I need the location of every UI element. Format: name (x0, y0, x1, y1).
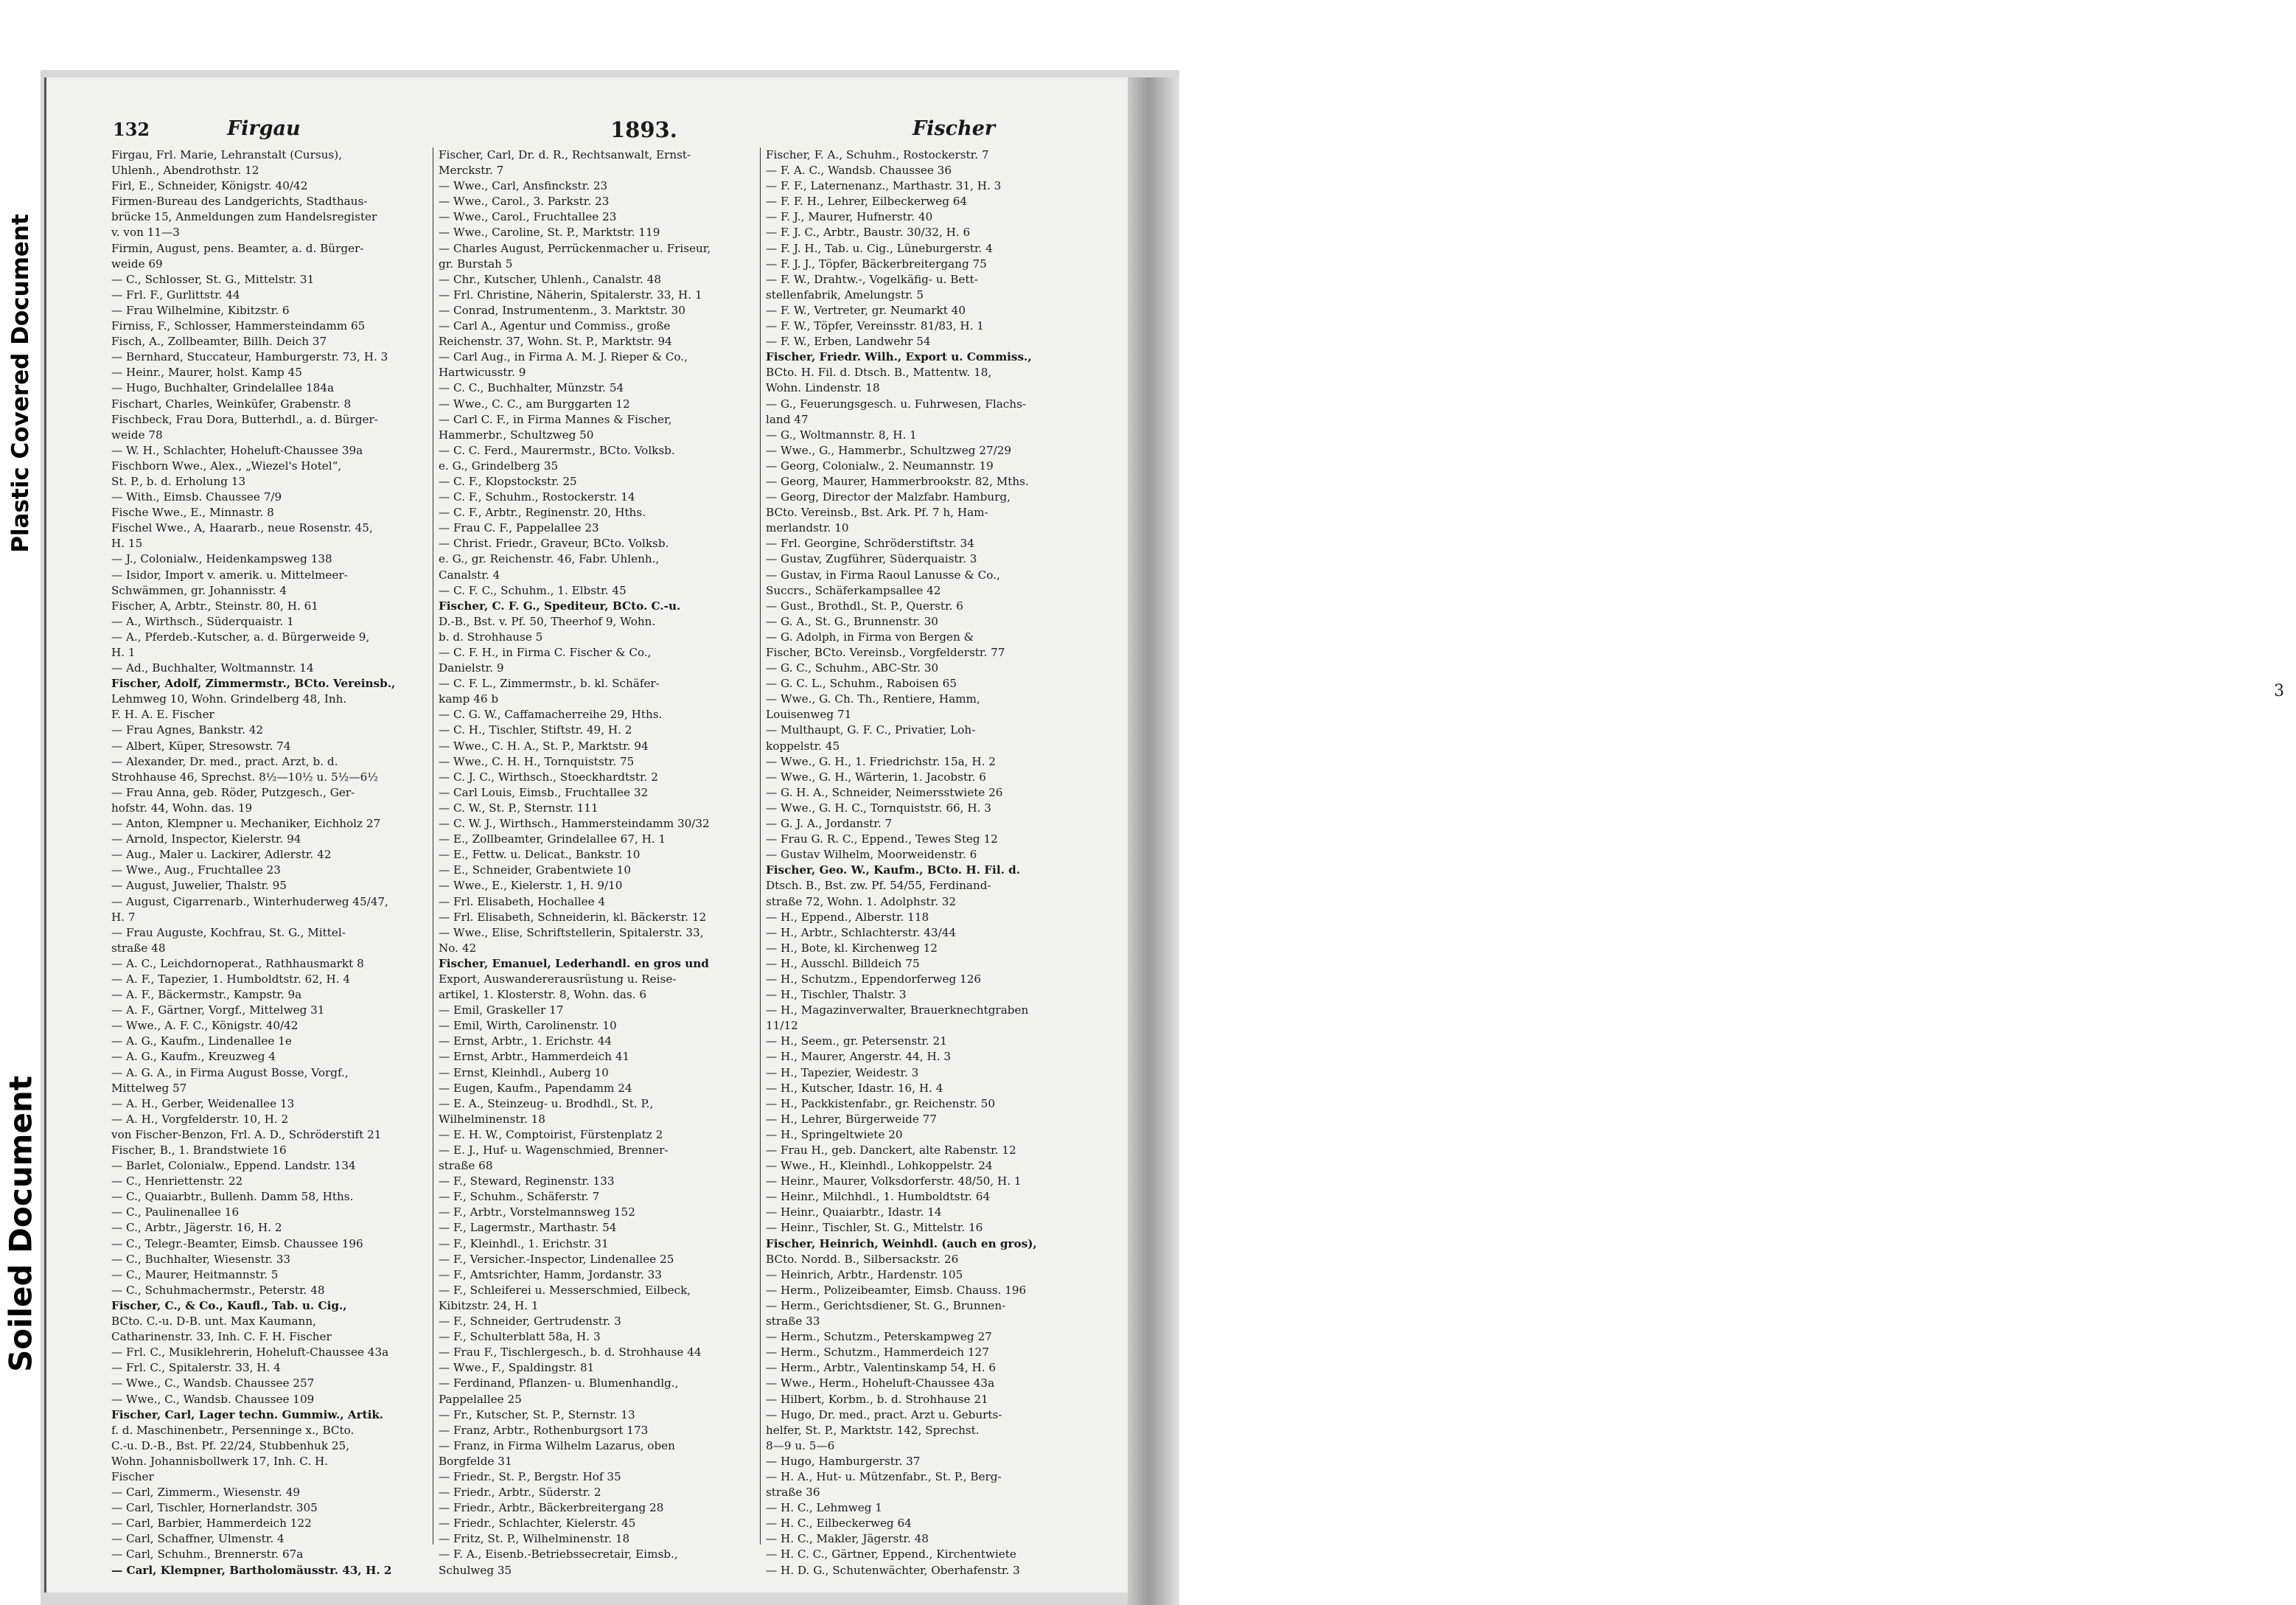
directory-entry: — Alexander, Dr. med., pract. Arzt, b. d. (111, 754, 338, 768)
directory-entry: — Herm., Polizeibeamter, Eimsb. Chauss. 196 (766, 1283, 1027, 1297)
directory-entry: — Fr., Kutscher, St. P., Sternstr. 13 (439, 1407, 635, 1421)
directory-entry: — F. W., Vertreter, gr. Neumarkt 40 (766, 303, 966, 317)
directory-entry: Dtsch. B., Bst. zw. Pf. 54/55, Ferdinand- (766, 879, 991, 893)
directory-entry: — Frl. Georgine, Schröderstiftstr. 34 (766, 537, 974, 551)
directory-entry: — G., Feuerungsgesch. u. Fuhrwesen, Flachs- (766, 397, 1027, 411)
directory-entry: — Heinr., Tischler, St. G., Mittelstr. 16 (766, 1221, 983, 1235)
directory-entry: e. G., gr. Reichenstr. 46, Fabr. Uhlenh., (439, 552, 660, 566)
directory-entry: Pappelallee 25 (439, 1392, 522, 1406)
directory-entry: — C. H., Tischler, Stiftstr. 49, H. 2 (439, 723, 632, 737)
directory-entry: D.-B., Bst. v. Pf. 50, Theerhof 9, Wohn. (439, 614, 656, 628)
directory-entry: No. 42 (439, 941, 477, 955)
directory-entry: Fisch, A., Zollbeamter, Billh. Deich 37 (111, 335, 327, 349)
directory-entry: Kibitzstr. 24, H. 1 (439, 1298, 539, 1312)
directory-entry: — H., Tischler, Thalstr. 3 (766, 988, 907, 1002)
page-header (113, 114, 1071, 144)
directory-entry: — Wwe., C., Wandsb. Chaussee 109 (111, 1392, 315, 1406)
directory-entry: Fischer, Carl, Dr. d. R., Rechtsanwalt, Ernst- (439, 148, 691, 161)
directory-entry: Fischer, Geo. W., Kaufm., BCto. H. Fil. d. (766, 863, 1021, 877)
directory-entry: — F. F., Laternenanz., Marthastr. 31, H. 3 (766, 179, 1002, 193)
directory-entry: — F., Kleinhdl., 1. Erichstr. 31 (439, 1236, 609, 1250)
directory-entry: — C. F. C., Schuhm., 1. Elbstr. 45 (439, 583, 627, 597)
directory-entry: Reichenstr. 37, Wohn. St. P., Marktstr. 94 (439, 335, 672, 349)
directory-entry: — C. F., Klopstockstr. 25 (439, 474, 577, 488)
directory-entry: Catharinenstr. 33, Inh. C. F. H. Fischer (111, 1330, 332, 1344)
directory-entry: — Carl Louis, Eimsb., Fruchtallee 32 (439, 785, 649, 799)
directory-entry: — With., Eimsb. Chaussee 7/9 (111, 490, 282, 504)
directory-entry: — Frau H., geb. Danckert, alte Rabenstr. 12 (766, 1143, 1016, 1157)
directory-entry: — C. C. Ferd., Maurermstr., BCto. Volksb. (439, 443, 675, 457)
directory-entry: e. G., Grindelberg 35 (439, 459, 559, 473)
directory-entry: — C. J. C., Wirthsch., Stoeckhardtstr. 2 (439, 770, 658, 784)
directory-entry: — E., Zollbeamter, Grindelallee 67, H. 1 (439, 832, 666, 846)
directory-entry: Wilhelminenstr. 18 (439, 1112, 545, 1126)
directory-entry: — Frau G. R. C., Eppend., Tewes Steg 12 (766, 832, 998, 846)
directory-entry: — Gustav, Zugführer, Süderquaistr. 3 (766, 552, 977, 566)
directory-entry: — Heinr., Quaiarbtr., Idastr. 14 (766, 1205, 942, 1219)
directory-entry: — Hilbert, Korbm., b. d. Strohhause 21 (766, 1392, 988, 1406)
directory-entry: straße 36 (766, 1486, 820, 1500)
directory-entry: 8—9 u. 5—6 (766, 1438, 835, 1452)
plastic-covered-text: Plastic Covered Document (7, 214, 34, 553)
directory-entry: Fischer, Carl, Lager techn. Gummiw., Artik. (111, 1407, 384, 1421)
directory-entry: — C., Henriettenstr. 22 (111, 1174, 243, 1188)
directory-entry: — C., Buchhalter, Wiesenstr. 33 (111, 1252, 291, 1266)
directory-entry: brücke 15, Anmeldungen zum Handelsregister (111, 210, 377, 224)
directory-entry: — Franz, in Firma Wilhelm Lazarus, oben (439, 1438, 675, 1452)
directory-entry: — H. C., Lehmweg 1 (766, 1501, 882, 1515)
directory-entry: — Georg, Director der Malzfabr. Hamburg, (766, 490, 1011, 504)
directory-entry: — F., Versicher.-Inspector, Lindenallee 25 (439, 1252, 674, 1266)
directory-entry: — J., Colonialw., Heidenkampsweg 138 (111, 552, 332, 566)
directory-entry: b. d. Strohhause 5 (439, 630, 543, 644)
directory-entry: — F., Schleiferei u. Messerschmied, Eilbeck, (439, 1283, 691, 1297)
directory-entry: — G. J. A., Jordanstr. 7 (766, 817, 893, 831)
directory-entry: — H., Bote, kl. Kirchenweg 12 (766, 941, 938, 955)
directory-entry: — F. W., Töpfer, Vereinsstr. 81/83, H. 1 (766, 319, 984, 333)
directory-entry: Canalstr. 4 (439, 568, 500, 582)
directory-entry: Firl, E., Schneider, Königstr. 40/42 (111, 179, 308, 193)
directory-entry: — A., Pferdeb.-Kutscher, a. d. Bürgerweide 9, (111, 630, 370, 644)
directory-entry: Fischer, Friedr. Wilh., Export u. Commiss., (766, 350, 1032, 364)
directory-entry: — Gustav Wilhelm, Moorweidenstr. 6 (766, 848, 977, 862)
directory-entry: — G. C., Schuhm., ABC-Str. 30 (766, 661, 939, 675)
directory-entry: weide 69 (111, 257, 163, 271)
directory-entry: — H., Maurer, Angerstr. 44, H. 3 (766, 1050, 952, 1064)
directory-entry: — H. C. C., Gärtner, Eppend., Kirchentwiete (766, 1547, 1016, 1562)
directory-entry: — A. H., Gerber, Weidenallee 13 (111, 1096, 295, 1110)
directory-entry: Firmen-Bureau des Landgerichts, Stadthaus- (111, 195, 368, 209)
directory-entry: — Wwe., G. H., Wärterin, 1. Jacobstr. 6 (766, 770, 986, 784)
directory-entry: — Isidor, Import v. amerik. u. Mittelmeer- (111, 568, 348, 582)
directory-entry: Borgfelde 31 (439, 1454, 512, 1468)
directory-entry: — C. F., Arbtr., Reginenstr. 20, Hths. (439, 506, 646, 520)
page-number: 132 (113, 119, 150, 140)
directory-entry: BCto. C.-u. D-B. unt. Max Kaumann, (111, 1315, 316, 1329)
directory-entry: — Hugo, Hamburgerstr. 37 (766, 1454, 921, 1468)
directory-entry: — A. H., Vorgfelderstr. 10, H. 2 (111, 1112, 289, 1126)
directory-entry: — Wwe., A. F. C., Königstr. 40/42 (111, 1019, 299, 1033)
directory-entry: — Christ. Friedr., Graveur, BCto. Volksb. (439, 537, 669, 551)
directory-entry: — H., Arbtr., Schlachterstr. 43/44 (766, 925, 957, 939)
directory-entry: helfer, St. P., Marktstr. 142, Sprechst. (766, 1423, 980, 1437)
directory-entry: Firgau, Frl. Marie, Lehranstalt (Cursus), (111, 148, 342, 161)
directory-entry: — C., Telegr.-Beamter, Eimsb. Chaussee 196 (111, 1236, 363, 1250)
directory-entry: — Hugo, Buchhalter, Grindelallee 184a (111, 381, 335, 395)
directory-entry: — Frl. C., Spitalerstr. 33, H. 4 (111, 1361, 281, 1375)
directory-entry: — C., Arbtr., Jägerstr. 16, H. 2 (111, 1221, 282, 1235)
directory-entry: — Wwe., C. C., am Burggarten 12 (439, 397, 630, 411)
directory-entry: hofstr. 44, Wohn. das. 19 (111, 801, 253, 815)
directory-entry: H. 15 (111, 537, 143, 551)
directory-entry: Wohn. Lindenstr. 18 (766, 381, 880, 395)
directory-entry: — Conrad, Instrumentenm., 3. Marktstr. 30 (439, 303, 685, 317)
directory-entry: Mittelweg 57 (111, 1081, 187, 1095)
directory-entry: Fischer, C. F. G., Spediteur, BCto. C.-u. (439, 599, 681, 613)
directory-entry: — Ernst, Kleinhdl., Auberg 10 (439, 1065, 609, 1079)
directory-entry: — Arnold, Inspector, Kielerstr. 94 (111, 832, 301, 846)
directory-column-1 (111, 147, 428, 1578)
soiled-document-label (0, 1003, 41, 1445)
directory-entry: — Frl. Christine, Näherin, Spitalerstr. 33, H. 1 (439, 288, 702, 302)
directory-entry: Fischer, C., & Co., Kaufl., Tab. u. Cig., (111, 1298, 347, 1312)
running-head-right: Fischer (913, 117, 996, 140)
directory-entry: Hartwicusstr. 9 (439, 366, 526, 380)
directory-entry: — Multhaupt, G. F. C., Privatier, Loh- (766, 723, 976, 737)
directory-entry: artikel, 1. Klosterstr. 8, Wohn. das. 6 (439, 988, 647, 1002)
directory-entry: — E. J., Huf- u. Wagenschmied, Brenner- (439, 1143, 669, 1157)
directory-entry: Fischer (111, 1469, 154, 1483)
directory-entry: — Frl. F., Gurlittstr. 44 (111, 288, 240, 302)
directory-entry: — Charles August, Perrückenmacher u. Friseur, (439, 241, 711, 255)
directory-entry: — Ad., Buchhalter, Woltmannstr. 14 (111, 661, 314, 675)
directory-entry: — Wwe., Elise, Schriftstellerin, Spitalerstr. 33, (439, 925, 704, 939)
directory-entry: — Ernst, Arbtr., 1. Erichstr. 44 (439, 1034, 613, 1048)
directory-entry: — Emil, Graskeller 17 (439, 1003, 564, 1017)
directory-entry: BCto. H. Fil. d. Dtsch. B., Mattentw. 18, (766, 366, 992, 380)
directory-entry: — F., Steward, Reginenstr. 133 (439, 1174, 615, 1188)
directory-entry: — C. F. H., in Firma C. Fischer & Co., (439, 646, 652, 659)
directory-entry: Fische Wwe., E., Minnastr. 8 (111, 506, 274, 520)
directory-entry: — H., Packkistenfabr., gr. Reichenstr. 50 (766, 1096, 996, 1110)
directory-entry: — Friedr., Arbtr., Süderstr. 2 (439, 1486, 601, 1500)
directory-entry: Fischer, Emanuel, Lederhandl. en gros und (439, 956, 709, 970)
directory-entry: — Hugo, Dr. med., pract. Arzt u. Geburts- (766, 1407, 1002, 1421)
directory-entry: — Bernhard, Stuccateur, Hamburgerstr. 73, H. 3 (111, 350, 388, 364)
directory-entry: — Herm., Gerichtsdiener, St. G., Brunnen- (766, 1298, 1006, 1312)
directory-entry: — F. F. H., Lehrer, Eilbeckerweg 64 (766, 195, 968, 209)
directory-entry: — Frau Agnes, Bankstr. 42 (111, 723, 264, 737)
directory-entry: — E., Schneider, Grabentwiete 10 (439, 863, 631, 877)
directory-entry: — H. D. G., Schutenwächter, Oberhafenstr. 3 (766, 1563, 1020, 1577)
directory-entry: H. 1 (111, 646, 136, 659)
directory-entry: — H. C., Eilbeckerweg 64 (766, 1517, 912, 1531)
directory-entry: — Wwe., C. H. A., St. P., Marktstr. 94 (439, 739, 649, 753)
directory-entry: — C., Schuhmachermstr., Peterstr. 48 (111, 1283, 325, 1297)
directory-entry: — A. F., Gärtner, Vorgf., Mittelweg 31 (111, 1003, 325, 1017)
directory-entry: — August, Juwelier, Thalstr. 95 (111, 879, 287, 893)
directory-entry: — Heinr., Maurer, holst. Kamp 45 (111, 366, 302, 380)
directory-entry: — Carl, Tischler, Hornerlandstr. 305 (111, 1501, 318, 1515)
directory-entry: — H., Eppend., Alberstr. 118 (766, 910, 929, 924)
directory-column-2 (439, 147, 757, 1578)
directory-entry: Fischer, Heinrich, Weinhdl. (auch en gros), (766, 1236, 1037, 1250)
directory-entry: Fischer, A, Arbtr., Steinstr. 80, H. 61 (111, 599, 318, 613)
directory-entry: Uhlenh., Abendrothstr. 12 (111, 164, 259, 178)
directory-entry: Louisenweg 71 (766, 708, 852, 722)
directory-entry: — Ernst, Arbtr., Hammerdeich 41 (439, 1050, 630, 1064)
directory-entry: — G. C. L., Schuhm., Raboisen 65 (766, 677, 957, 691)
directory-entry: — Frau F., Tischlergesch., b. d. Strohhause 44 (439, 1345, 702, 1359)
directory-entry: straße 33 (766, 1315, 820, 1329)
directory-entry: — Georg, Colonialw., 2. Neumannstr. 19 (766, 459, 994, 473)
directory-entry: — F., Lagermstr., Marthastr. 54 (439, 1221, 617, 1235)
directory-entry: — Wwe., F., Spaldingstr. 81 (439, 1361, 595, 1375)
directory-entry: — C., Schlosser, St. G., Mittelstr. 31 (111, 272, 315, 286)
directory-entry: — H. A., Hut- u. Mützenfabr., St. P., Berg- (766, 1469, 1002, 1483)
directory-entry: — A. G. A., in Firma August Bosse, Vorgf., (111, 1065, 349, 1079)
directory-entry: Schulweg 35 (439, 1563, 512, 1577)
directory-entry: weide 78 (111, 428, 163, 442)
directory-entry: Fischart, Charles, Weinküfer, Grabenstr. 8 (111, 397, 352, 411)
directory-entry: — Eugen, Kaufm., Papendamm 24 (439, 1081, 632, 1095)
directory-entry: — Carl C. F., in Firma Mannes & Fischer, (439, 412, 672, 426)
directory-entry: — Herm., Schutzm., Peterskampweg 27 (766, 1330, 992, 1344)
directory-entry: Schwämmen, gr. Johannisstr. 4 (111, 583, 287, 597)
directory-entry: — Wwe., Carl, Ansfinckstr. 23 (439, 179, 608, 193)
soiled-document-text: Soiled Document (2, 1076, 38, 1372)
directory-entry: — F. J., Maurer, Hufnerstr. 40 (766, 210, 933, 224)
directory-entry: merlandstr. 10 (766, 521, 849, 535)
directory-entry: — C. W., St. P., Sternstr. 111 (439, 801, 599, 815)
directory-entry: — August, Cigarrenarb., Winterhuderweg 45/47, (111, 894, 388, 908)
directory-entry: BCto. Vereinsb., Bst. Ark. Pf. 7 h, Ham- (766, 506, 988, 520)
directory-entry: — Frl. Elisabeth, Schneiderin, kl. Bäckerstr. 12 (439, 910, 707, 924)
directory-entry: — F. J. H., Tab. u. Cig., Lüneburgerstr. 4 (766, 241, 993, 255)
directory-entry: — Wwe., G. H. C., Tornquiststr. 66, H. 3 (766, 801, 991, 815)
directory-entry: — C. C., Buchhalter, Münzstr. 54 (439, 381, 624, 395)
directory-entry: — E., Fettw. u. Delicat., Bankstr. 10 (439, 848, 641, 862)
directory-entry: stellenfabrik, Amelungstr. 5 (766, 288, 924, 302)
directory-entry: — Wwe., H., Kleinhdl., Lohkoppelstr. 24 (766, 1159, 993, 1173)
directory-entry: — Wwe., Carol., 3. Parkstr. 23 (439, 195, 610, 209)
directory-entry: — Wwe., C., Wandsb. Chaussee 257 (111, 1376, 315, 1390)
directory-entry: — Wwe., Herm., Hoheluft-Chaussee 43a (766, 1376, 995, 1390)
directory-entry: Fischer, Adolf, Zimmermstr., BCto. Vereinsb., (111, 677, 396, 691)
next-page-edge (1128, 77, 2284, 1605)
directory-entry: Fischer, BCto. Vereinsb., Vorgfelderstr. 77 (766, 646, 1005, 659)
directory-entry: — Franz, Arbtr., Rothenburgsort 173 (439, 1423, 649, 1437)
directory-entry: — C. W. J., Wirthsch., Hammersteindamm 30/32 (439, 817, 710, 831)
directory-column-3 (766, 147, 1098, 1578)
directory-entry: Danielstr. 9 (439, 661, 504, 675)
directory-entry: — E. H. W., Comptoirist, Fürstenplatz 2 (439, 1127, 663, 1141)
directory-entry: — Heinr., Milchhdl., 1. Humboldtstr. 64 (766, 1190, 991, 1204)
directory-entry: — G. Adolph, in Firma von Bergen & (766, 630, 974, 644)
directory-entry: — Carl, Schuhm., Brennerstr. 67a (111, 1547, 304, 1562)
directory-entry: — Wwe., Carol., Fruchtallee 23 (439, 210, 617, 224)
directory-page (44, 77, 1128, 1592)
directory-entry: — G. H. A., Schneider, Neimersstwiete 26 (766, 785, 1003, 799)
directory-entry: v. von 11—3 (111, 226, 180, 240)
directory-entry: — Frau Anna, geb. Röder, Putzgesch., Ger- (111, 785, 355, 799)
directory-entry: — Fritz, St. P., Wilhelminenstr. 18 (439, 1532, 630, 1546)
directory-entry: straße 72, Wohn. 1. Adolphstr. 32 (766, 894, 957, 908)
directory-entry: — F. A. C., Wandsb. Chaussee 36 (766, 164, 952, 178)
directory-entry: — H., Ausschl. Billdeich 75 (766, 956, 920, 970)
directory-entry: straße 68 (439, 1159, 493, 1173)
directory-entry: — W. H., Schlachter, Hoheluft-Chaussee 39a (111, 443, 363, 457)
directory-entry: — F., Schuhm., Schäferstr. 7 (439, 1190, 600, 1204)
directory-entry: — F. J. C., Arbtr., Baustr. 30/32, H. 6 (766, 226, 971, 240)
directory-entry: Lehmweg 10, Wohn. Grindelberg 48, Inh. (111, 692, 347, 706)
directory-entry: — F. A., Eisenb.-Betriebssecretair, Eimsb., (439, 1547, 678, 1562)
directory-entry: — Carl, Klempner, Bartholomäusstr. 43, H. 2 (111, 1563, 392, 1577)
directory-entry: — A., Wirthsch., Süderquaistr. 1 (111, 614, 294, 628)
directory-entry: — A. C., Leichdornoperat., Rathhausmarkt 8 (111, 956, 364, 970)
directory-entry: Fischel Wwe., A, Haararb., neue Rosenstr. 45, (111, 521, 373, 535)
column-rule (760, 147, 761, 1545)
directory-entry: — Carl, Zimmerm., Wiesenstr. 49 (111, 1486, 301, 1500)
directory-entry: — Wwe., C. H. H., Tornquiststr. 75 (439, 754, 635, 768)
directory-entry: gr. Burstah 5 (439, 257, 513, 271)
directory-entry: — Heinrich, Arbtr., Hardenstr. 105 (766, 1267, 963, 1281)
directory-entry: Strohhause 46, Sprechst. 8½—10½ u. 5½—6½ (111, 770, 378, 784)
directory-entry: — Frl. C., Musiklehrerin, Hoheluft-Chaussee 43a (111, 1345, 389, 1359)
directory-entry: — Carl A., Agentur und Commiss., große (439, 319, 671, 333)
directory-entry: — Georg, Maurer, Hammerbrookstr. 82, Mths. (766, 474, 1029, 488)
directory-entry: f. d. Maschinenbetr., Persenninge x., BCto. (111, 1423, 355, 1437)
directory-entry: — Friedr., St. P., Bergstr. Hof 35 (439, 1469, 621, 1483)
directory-entry: Firniss, F., Schlosser, Hammersteindamm 65 (111, 319, 366, 333)
directory-entry: — A. G., Kaufm., Lindenallee 1e (111, 1034, 292, 1048)
directory-entry: — A. F., Tapezier, 1. Humboldtstr. 62, H. 4 (111, 972, 351, 986)
directory-entry: — Herm., Schutzm., Hammerdeich 127 (766, 1345, 989, 1359)
directory-entry: — H., Tapezier, Weidestr. 3 (766, 1065, 919, 1079)
directory-entry: — H., Lehrer, Bürgerweide 77 (766, 1112, 937, 1126)
directory-entry: Hammerbr., Schultzweg 50 (439, 428, 594, 442)
directory-entry: Fischer, B., 1. Brandstwiete 16 (111, 1143, 287, 1157)
directory-entry: koppelstr. 45 (766, 739, 840, 753)
directory-entry: — F., Schulterblatt 58a, H. 3 (439, 1330, 601, 1344)
directory-entry: — H., Springeltwiete 20 (766, 1127, 903, 1141)
directory-entry: von Fischer-Benzon, Frl. A. D., Schröderstift 21 (111, 1127, 382, 1141)
directory-entry: H. 7 (111, 910, 136, 924)
directory-entry: — A. G., Kaufm., Kreuzweg 4 (111, 1050, 276, 1064)
directory-entry: — Frl. Elisabeth, Hochallee 4 (439, 894, 606, 908)
directory-entry: — F., Amtsrichter, Hamm, Jordanstr. 33 (439, 1267, 662, 1281)
directory-entry: 11/12 (766, 1019, 798, 1033)
directory-entry: — Wwe., E., Kielerstr. 1, H. 9/10 (439, 879, 623, 893)
directory-entry: Fischbeck, Frau Dora, Butterhdl., a. d. Bürger- (111, 412, 378, 426)
directory-entry: Fischer, F. A., Schuhm., Rostockerstr. 7 (766, 148, 989, 161)
directory-entry: — Gustav, in Firma Raoul Lanusse & Co., (766, 568, 1000, 582)
directory-entry: — C. G. W., Caffamacherreihe 29, Hths. (439, 708, 663, 722)
directory-entry: — H., Kutscher, Idastr. 16, H. 4 (766, 1081, 943, 1095)
directory-entry: C.-u. D.-B., Bst. Pf. 22/24, Stubbenhuk 25, (111, 1438, 350, 1452)
directory-entry: — C. F. L., Zimmermstr., b. kl. Schäfer- (439, 677, 660, 691)
directory-entry: — Gust., Brothdl., St. P., Querstr. 6 (766, 599, 963, 613)
directory-entry: — Friedr., Arbtr., Bäckerbreitergang 28 (439, 1501, 664, 1515)
directory-entry: Merckstr. 7 (439, 164, 504, 178)
directory-entry: — G., Woltmannstr. 8, H. 1 (766, 428, 917, 442)
directory-entry: — Wwe., G. H., 1. Friedrichstr. 15a, H. 2 (766, 754, 996, 768)
directory-entry: — Carl, Schaffner, Ulmenstr. 4 (111, 1532, 285, 1546)
directory-entry: — Ferdinand, Pflanzen- u. Blumenhandlg., (439, 1376, 679, 1390)
directory-entry: — Albert, Küper, Stresowstr. 74 (111, 739, 291, 753)
directory-entry: F. H. A. E. Fischer (111, 708, 214, 722)
directory-entry: — C. F., Schuhm., Rostockerstr. 14 (439, 490, 635, 504)
directory-entry: — E. A., Steinzeug- u. Brodhdl., St. P., (439, 1096, 654, 1110)
directory-entry: — G. A., St. G., Brunnenstr. 30 (766, 614, 938, 628)
directory-entry: — Anton, Klempner u. Mechaniker, Eichholz 27 (111, 817, 381, 831)
directory-entry: — Wwe., Caroline, St. P., Marktstr. 119 (439, 226, 660, 240)
directory-entry: — Aug., Maler u. Lackirer, Adlerstr. 42 (111, 848, 332, 862)
directory-entry: — F. J. J., Töpfer, Bäckerbreitergang 75 (766, 257, 987, 271)
directory-entry: BCto. Nordd. B., Silbersackstr. 26 (766, 1252, 959, 1266)
directory-entry: — C., Quaiarbtr., Bullenh. Damm 58, Hths. (111, 1190, 354, 1204)
directory-entry: — Emil, Wirth, Carolinenstr. 10 (439, 1019, 617, 1033)
directory-entry: — F., Arbtr., Vorstelmannsweg 152 (439, 1205, 635, 1219)
directory-entry: — F. W., Drahtw.-, Vogelkäfig- u. Bett- (766, 272, 978, 286)
directory-entry: — Frau Auguste, Kochfrau, St. G., Mittel- (111, 925, 346, 939)
directory-entry: — Carl, Barbier, Hammerdeich 122 (111, 1517, 312, 1531)
directory-entry: St. P., b. d. Erholung 13 (111, 474, 246, 488)
directory-entry: — H., Schutzm., Eppendorferweg 126 (766, 972, 982, 986)
directory-entry: straße 48 (111, 941, 166, 955)
directory-entry: Succrs., Schäferkampsallee 42 (766, 583, 941, 597)
directory-entry: — Wwe., G., Hammerbr., Schultzweg 27/29 (766, 443, 1012, 457)
directory-entry: — A. F., Bäckermstr., Kampstr. 9a (111, 988, 302, 1002)
directory-entry: — H. C., Makler, Jägerstr. 48 (766, 1532, 929, 1546)
directory-entry: — C., Paulinenallee 16 (111, 1205, 240, 1219)
directory-entry: Export, Auswandererausrüstung u. Reise- (439, 972, 677, 986)
directory-entry: — Herm., Arbtr., Valentinskamp 54, H. 6 (766, 1361, 997, 1375)
directory-entry: — Frau Wilhelmine, Kibitzstr. 6 (111, 303, 290, 317)
directory-entry: — C., Maurer, Heitmannstr. 5 (111, 1267, 279, 1281)
directory-entry: — Heinr., Maurer, Volksdorferstr. 48/50, H. 1 (766, 1174, 1022, 1188)
directory-entry: — Frau C. F., Pappelallee 23 (439, 521, 599, 535)
directory-entry: Firmin, August, pens. Beamter, a. d. Bürger- (111, 241, 364, 255)
directory-entry: Wohn. Johannisbollwerk 17, Inh. C. H. (111, 1454, 329, 1468)
running-head-left: Firgau (227, 117, 301, 140)
directory-entry: — F., Schneider, Gertrudenstr. 3 (439, 1315, 621, 1329)
directory-entry: — H., Magazinverwalter, Brauerknechtgraben (766, 1003, 1029, 1017)
directory-entry: — Friedr., Schlachter, Kielerstr. 45 (439, 1517, 636, 1531)
directory-entry: kamp 46 b (439, 692, 499, 706)
directory-entry: — F. W., Erben, Landwehr 54 (766, 335, 931, 349)
plastic-covered-label (0, 177, 41, 590)
directory-entry: Fischborn Wwe., Alex., „Wiezel's Hotel“, (111, 459, 342, 473)
directory-entry: — H., Seem., gr. Petersenstr. 21 (766, 1034, 947, 1048)
year-heading: 1893. (610, 117, 677, 142)
directory-entry: — Carl Aug., in Firma A. M. J. Rieper & Co., (439, 350, 688, 364)
directory-entry: — Wwe., G. Ch. Th., Rentiere, Hamm, (766, 692, 980, 706)
directory-entry: — Chr., Kutscher, Uhlenh., Canalstr. 48 (439, 272, 662, 286)
spine-fragment: 3 (2274, 682, 2284, 700)
directory-entry: — Barlet, Colonialw., Eppend. Landstr. 134 (111, 1159, 356, 1173)
directory-entry: land 47 (766, 412, 809, 426)
directory-entry: — Wwe., Aug., Fruchtallee 23 (111, 863, 281, 877)
